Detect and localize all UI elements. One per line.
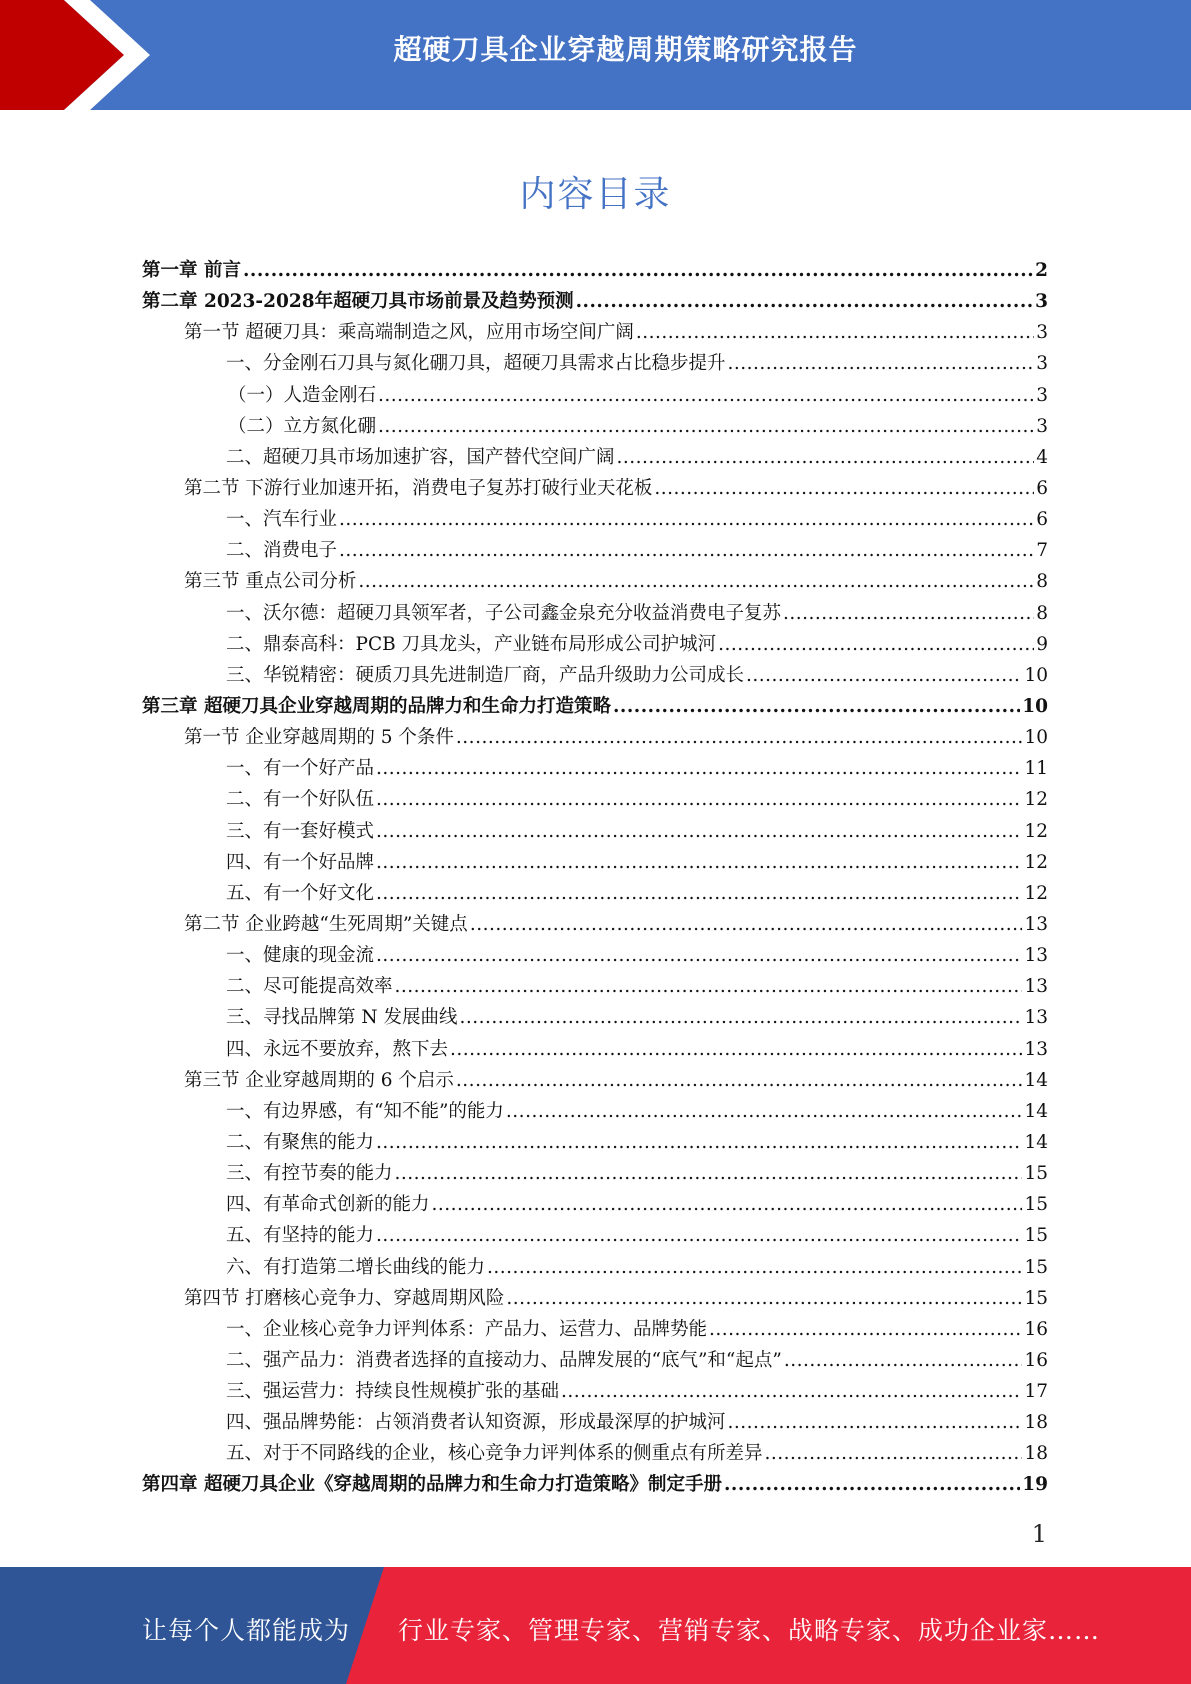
toc-entry-title: 四、有革命式创新的能力	[226, 1194, 430, 1216]
toc-entry-title: 第四章 超硬刀具企业《穿越周期的品牌力和生命力打造策略》制定手册	[142, 1474, 722, 1496]
toc-entry-page: 19	[1022, 1474, 1048, 1496]
toc-entry-title: 一、企业核心竞争力评判体系：产品力、运营力、品牌势能	[226, 1318, 708, 1340]
toc-entry-page: 16	[1024, 1318, 1048, 1340]
toc-leader-dots	[378, 385, 1034, 406]
toc-entry-page: 13	[1024, 976, 1048, 998]
toc-leader-dots	[746, 665, 1022, 686]
toc-leader-dots	[783, 603, 1034, 624]
toc-leader-dots	[724, 1474, 1020, 1495]
toc-entry[interactable]	[142, 287, 1048, 318]
toc-entry-page: 8	[1036, 602, 1048, 624]
toc-entry-page: 4	[1036, 446, 1048, 468]
footer-slogan-left: 让每个人都能成为	[142, 1616, 351, 1645]
toc-entry[interactable]	[142, 817, 1048, 848]
toc-leader-dots	[376, 1132, 1022, 1153]
toc-entry[interactable]	[142, 318, 1048, 349]
toc-entry-page: 13	[1024, 913, 1048, 935]
toc-entry-title: 第四节 打磨核心竞争力、穿越周期风险	[184, 1287, 505, 1309]
toc-entry[interactable]	[142, 754, 1048, 785]
toc-entry-page: 14	[1024, 1131, 1048, 1153]
toc-entry-title: 二、尽可能提高效率	[226, 976, 393, 998]
toc-entry-page: 15	[1024, 1256, 1048, 1278]
toc-entry-page: 12	[1024, 882, 1048, 904]
toc-leader-dots	[765, 1443, 1023, 1464]
toc-entry-page: 13	[1024, 1038, 1048, 1060]
toc-entry[interactable]	[142, 1097, 1048, 1128]
toc-entry-title: 一、健康的现金流	[226, 945, 375, 967]
toc-entry[interactable]	[142, 910, 1048, 941]
toc-entry-title: 第三节 重点公司分析	[184, 571, 357, 593]
toc-entry[interactable]	[142, 879, 1048, 910]
toc-entry[interactable]	[142, 349, 1048, 380]
footer-band	[0, 1567, 1191, 1684]
toc-entry-title: 三、强运营力：持续良性规模扩张的基础	[226, 1381, 560, 1403]
toc-leader-dots	[243, 260, 1033, 281]
toc-leader-dots	[561, 1381, 1022, 1402]
toc-entry[interactable]	[142, 256, 1048, 287]
toc-entry-page: 3	[1036, 353, 1048, 375]
toc-entry-title: 四、强品牌势能：占领消费者认知资源，形成最深厚的护城河	[226, 1412, 726, 1434]
toc-entry-page: 14	[1024, 1069, 1048, 1091]
toc-leader-dots	[376, 883, 1022, 904]
toc-entry-page: 6	[1036, 509, 1048, 531]
toc-leader-dots	[339, 540, 1034, 561]
toc-leader-dots	[576, 291, 1034, 312]
toc-entry[interactable]	[142, 443, 1048, 474]
toc-entry-title: 第一章 前言	[142, 260, 241, 281]
toc-entry-title: 二、超硬刀具市场加速扩容，国产替代空间广阔	[226, 446, 615, 468]
toc-entry[interactable]	[142, 1003, 1048, 1034]
toc-entry-title: 五、对于不同路线的企业，核心竞争力评判体系的侧重点有所差异	[226, 1443, 763, 1465]
toc-leader-dots	[487, 1257, 1022, 1278]
toc-entry[interactable]	[142, 848, 1048, 879]
toc-entry-page: 3	[1036, 384, 1048, 406]
toc-leader-dots	[728, 353, 1035, 374]
table-of-contents	[142, 256, 1048, 1502]
toc-leader-dots	[376, 758, 1022, 779]
toc-entry-page: 18	[1024, 1443, 1048, 1465]
toc-leader-dots	[376, 821, 1022, 842]
toc-entry[interactable]	[142, 692, 1048, 723]
toc-leader-dots	[376, 945, 1022, 966]
toc-entry-page: 12	[1024, 789, 1048, 811]
toc-entry-page: 9	[1036, 633, 1048, 655]
toc-entry-title: 六、有打造第二增长曲线的能力	[226, 1256, 486, 1278]
toc-entry-title: 四、有一个好品牌	[226, 851, 375, 873]
toc-entry-title: 二、有聚焦的能力	[226, 1131, 375, 1153]
toc-entry[interactable]	[142, 941, 1048, 972]
toc-entry[interactable]	[142, 1439, 1048, 1470]
toc-entry-title: 第二节 下游行业加速开拓，消费电子复苏打破行业天花板	[184, 477, 653, 499]
toc-entry-title: 三、华锐精密：硬质刀具先进制造厂商，产品升级助力公司成长	[226, 664, 745, 686]
toc-entry-title: 三、有控节奏的能力	[226, 1163, 393, 1185]
toc-entry-title: 五、有坚持的能力	[226, 1225, 375, 1247]
toc-leader-dots	[718, 634, 1034, 655]
toc-entry-title: 二、消费电子	[226, 540, 338, 562]
toc-entry[interactable]	[142, 1284, 1048, 1315]
toc-leader-dots	[339, 509, 1034, 530]
toc-entry[interactable]	[142, 1066, 1048, 1097]
toc-entry-title: （一）人造金刚石	[228, 384, 377, 406]
toc-leader-dots	[506, 1101, 1023, 1122]
toc-entry-title: 一、有一个好产品	[226, 758, 375, 780]
toc-entry-page: 7	[1036, 540, 1048, 562]
toc-entry[interactable]	[142, 1377, 1048, 1408]
toc-leader-dots	[617, 447, 1035, 468]
toc-entry-page: 10	[1024, 664, 1048, 686]
toc-entry-page: 16	[1024, 1349, 1048, 1371]
report-title: 超硬刀具企业穿越周期策略研究报告	[393, 33, 858, 66]
toc-entry-title: 第三节 企业穿越周期的 6 个启示	[184, 1069, 454, 1091]
toc-entry[interactable]	[142, 972, 1048, 1003]
toc-leader-dots	[456, 1070, 1023, 1091]
toc-entry-page: 10	[1022, 695, 1048, 717]
toc-entry-title: 第三章 超硬刀具企业穿越周期的品牌力和生命力打造策略	[142, 695, 611, 717]
toc-entry[interactable]	[142, 630, 1048, 661]
toc-heading: 内容目录	[519, 174, 672, 215]
toc-entry-title: 二、有一个好队伍	[226, 789, 375, 811]
toc-entry[interactable]	[142, 474, 1048, 505]
toc-entry-title: 三、寻找品牌第 N 发展曲线	[226, 1007, 458, 1029]
toc-entry[interactable]	[142, 1253, 1048, 1284]
toc-entry-title: 第二节 企业跨越“生死周期”关键点	[184, 913, 468, 935]
toc-entry-page: 2	[1035, 260, 1048, 281]
toc-leader-dots	[459, 1007, 1022, 1028]
toc-entry-page: 17	[1024, 1381, 1048, 1403]
toc-entry[interactable]	[142, 1128, 1048, 1159]
footer-slogan-right: 行业专家、管理专家、营销专家、战略专家、成功企业家……	[398, 1616, 1101, 1645]
toc-entry-page: 15	[1024, 1287, 1048, 1309]
toc-entry[interactable]	[142, 785, 1048, 816]
toc-entry-page: 8	[1036, 571, 1048, 593]
toc-leader-dots	[709, 1319, 1022, 1340]
toc-leader-dots	[728, 1412, 1023, 1433]
toc-entry-title: 一、有边界感，有“知不能”的能力	[226, 1100, 504, 1122]
toc-entry-page: 3	[1035, 291, 1048, 313]
toc-entry-page: 13	[1024, 945, 1048, 967]
toc-entry[interactable]	[142, 412, 1048, 443]
toc-entry-page: 15	[1024, 1163, 1048, 1185]
toc-entry[interactable]	[142, 1346, 1048, 1377]
toc-entry-page: 14	[1024, 1100, 1048, 1122]
toc-entry-page: 6	[1036, 477, 1048, 499]
toc-entry-page: 3	[1036, 322, 1048, 344]
toc-entry[interactable]	[142, 1190, 1048, 1221]
toc-entry-page: 11	[1024, 758, 1048, 780]
toc-entry-page: 18	[1024, 1412, 1048, 1434]
toc-leader-dots	[358, 571, 1034, 592]
toc-entry-title: 第一节 企业穿越周期的 5 个条件	[184, 727, 454, 749]
toc-entry-page: 13	[1024, 1007, 1048, 1029]
toc-leader-dots	[432, 1194, 1023, 1215]
toc-leader-dots	[613, 696, 1020, 717]
toc-leader-dots	[395, 976, 1023, 997]
toc-entry-page: 15	[1024, 1225, 1048, 1247]
toc-entry[interactable]	[142, 567, 1048, 598]
toc-leader-dots	[378, 416, 1034, 437]
toc-entry[interactable]	[142, 381, 1048, 412]
toc-leader-dots	[636, 322, 1034, 343]
toc-entry-page: 12	[1024, 851, 1048, 873]
toc-leader-dots	[395, 1163, 1023, 1184]
toc-leader-dots	[376, 852, 1022, 873]
toc-entry-page: 12	[1024, 820, 1048, 842]
page-number: 1	[1031, 1520, 1047, 1548]
toc-entry-title: 二、鼎泰高科：PCB 刀具龙头，产业链布局形成公司护城河	[226, 633, 717, 655]
toc-entry[interactable]	[142, 1221, 1048, 1252]
toc-entry-title: 第一节 超硬刀具：乘高端制造之风，应用市场空间广阔	[184, 322, 634, 344]
toc-entry[interactable]	[142, 536, 1048, 567]
toc-entry-title: 一、沃尔德：超硬刀具领军者，子公司鑫金泉充分收益消费电子复苏	[226, 602, 782, 624]
toc-leader-dots	[376, 1225, 1022, 1246]
toc-entry[interactable]	[142, 1035, 1048, 1066]
toc-entry-title: （二）立方氮化硼	[228, 415, 377, 437]
toc-entry[interactable]	[142, 1408, 1048, 1439]
toc-entry-title: 第二章 2023-2028年超硬刀具市场前景及趋势预测	[142, 291, 574, 313]
toc-entry-page: 3	[1036, 415, 1048, 437]
toc-entry-title: 三、有一套好模式	[226, 820, 375, 842]
toc-entry[interactable]	[142, 1159, 1048, 1190]
toc-entry[interactable]	[142, 599, 1048, 630]
toc-leader-dots	[456, 727, 1023, 748]
header-band	[0, 0, 1191, 110]
toc-entry[interactable]	[142, 505, 1048, 536]
toc-leader-dots	[654, 478, 1034, 499]
toc-entry-title: 一、汽车行业	[226, 509, 338, 531]
toc-leader-dots	[784, 1350, 1023, 1371]
toc-entry-page: 15	[1024, 1194, 1048, 1216]
toc-entry-title: 一、分金刚石刀具与氮化硼刀具，超硬刀具需求占比稳步提升	[226, 353, 726, 375]
toc-leader-dots	[506, 1288, 1022, 1309]
toc-entry-title: 五、有一个好文化	[226, 882, 375, 904]
toc-entry[interactable]	[142, 1315, 1048, 1346]
toc-entry[interactable]	[142, 661, 1048, 692]
toc-leader-dots	[450, 1039, 1022, 1060]
toc-entry-page: 10	[1024, 727, 1048, 749]
toc-leader-dots	[376, 789, 1022, 810]
toc-entry[interactable]	[142, 723, 1048, 754]
toc-leader-dots	[470, 914, 1023, 935]
toc-entry-title: 四、永远不要放弃，熬下去	[226, 1038, 449, 1060]
toc-entry[interactable]	[142, 1470, 1048, 1501]
toc-entry-title: 二、强产品力：消费者选择的直接动力、品牌发展的“底气”和“起点”	[226, 1349, 782, 1371]
